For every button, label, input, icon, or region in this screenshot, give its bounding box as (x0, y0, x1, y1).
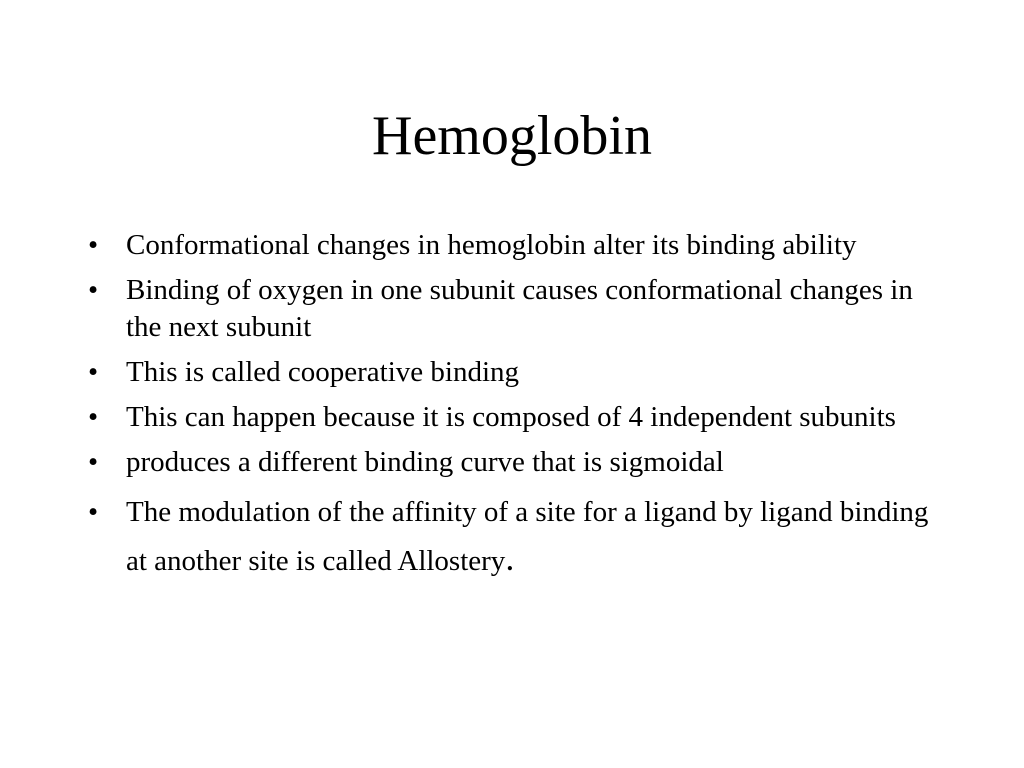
bullet-list (88, 227, 938, 592)
bullet-text: This is called cooperative binding (126, 356, 520, 388)
bullet-item (88, 399, 938, 436)
bullet-text: produces a different binding curve that is sigmoidal (126, 446, 724, 478)
bullet-marker: • (88, 401, 99, 433)
bullet-text: The modulation of the affinity of a site for a ligand by ligand binding at another site is called Allostery (126, 496, 929, 577)
bullet-marker: • (88, 229, 99, 261)
bullet-text: This can happen because it is composed of 4 independent subunits (126, 401, 896, 433)
bullet-marker: • (88, 274, 99, 306)
bullet-text: Conformational changes in hemoglobin alter its binding ability (126, 229, 857, 261)
bullet-marker: • (88, 446, 99, 478)
slide-title: Hemoglobin (372, 105, 652, 167)
bullet-text: Binding of oxygen in one subunit causes conformational changes in the next subunit (126, 274, 913, 343)
bullet-terminal-period: . (505, 538, 515, 578)
bullet-marker: • (88, 356, 99, 388)
bullet-item (88, 227, 938, 264)
bullet-item (88, 272, 938, 346)
bullet-item (88, 354, 938, 391)
bullet-marker: • (88, 496, 99, 528)
bullet-item (88, 444, 938, 481)
bullet-item (88, 489, 938, 584)
